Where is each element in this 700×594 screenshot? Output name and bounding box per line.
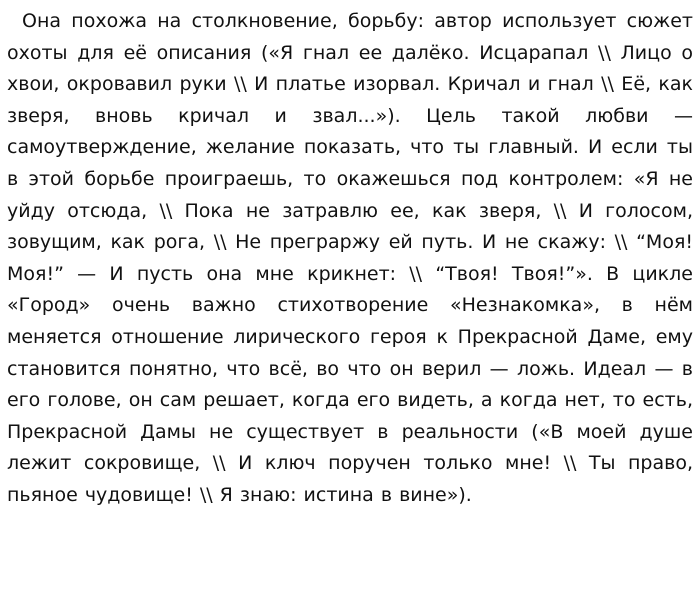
body-paragraph: Она похожа на столкновение, борьбу: автор использует сюжет охоты для её описания («Я гнал ее далёко. Исцарапал \\ Лицо о хвои, окровавил руки \\ И платье изорвал. Кричал и гнал \\ Её, как зверя, вновь кричал и звал...»). Цель такой любви — самоутверждение, желание показать, что ты главный. И если ты в этой борьбе проиграешь, то окажешься под контролем: «Я не уйду отсюда, \\ Пока не затравлю ее, как зверя, \\ И голосом, зовущим, как рога, \\ Не преграржу ей путь. И не скажу: \\ “Моя! Моя!” — И пусть она мне крикнет: \\ “Твоя! Твоя!”». В цикле «Город» очень важно стихотворение «Незнакомка», в нём меняется отношение лирического героя к Прекрасной Даме, ему становится понятно, что всё, во что он верил — ложь. Идеал — в его голове, он сам решает, когда его видеть, а когда нет, то есть, Прекрасной Дамы не существует в реальности («В моей душе лежит сокровище, \\ И ключ поручен только мне! \\ Ты право, пьяное чудовище! \\ Я знаю: истина в вине»).	[7, 10, 693, 506]
document-text	[7, 6, 693, 512]
